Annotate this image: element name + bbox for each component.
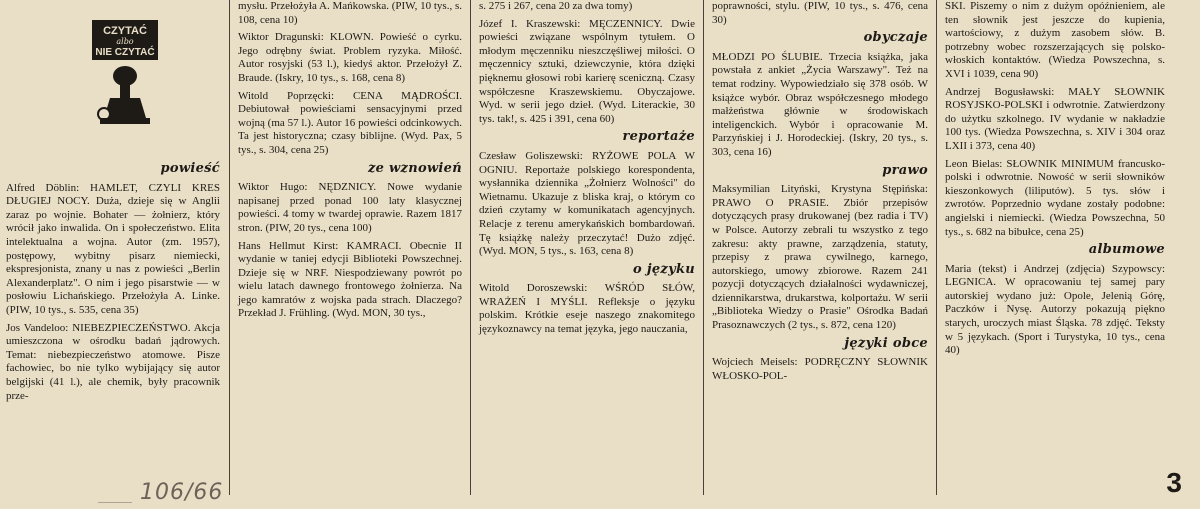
svg-text:CZYTAĆ: CZYTAĆ — [103, 25, 147, 37]
section-heading: reportaże — [622, 129, 695, 145]
column-rule — [936, 0, 937, 495]
section-heading: powieść — [160, 161, 220, 176]
stamp-mark — [98, 486, 132, 503]
book-entry: Maria (tekst) i Andrzej (zdjęcia) Szypowscy: LEGNICA. W opracowaniu tej samej pary autorskiej wydano już: Opole, Jelenią Górę, Paczków i Nysę. Autorzy pokazują piękno starych, uroczych miast Śląska. 78 zdjęć. Teksty w 5 językach. (Sport i Turystyka, 10 tys., cena 40) — [945, 262, 1165, 357]
book-entry: s. 275 i 267, cena 20 za dwa tomy) — [479, 0, 633, 12]
column-rule — [470, 0, 471, 495]
book-entry: Witold Doroszewski: WŚRÓD SŁÓW, WRAŻEŃ I MYŚLI. Refleksje o języku polskim. Krótkie eseje naszego znakomitego językoznawcy na temat języka, jego nauczania, — [479, 282, 695, 336]
handwritten-note: 106/66 — [140, 480, 224, 505]
section-heading: języki obce — [844, 335, 928, 351]
column-3 — [473, 0, 701, 500]
book-entry: MŁODZI PO ŚLUBIE. Trzecia książka, jaka powstała z ankiet „Życia Warszawy". Też na temat rodziny. Wypowiedziało się 378 osób. W książce wybór. Obraz współczesnego młodego małżeństwa głównie w środowiskach inteligenckich. Wybór i opracowanie M. Parzyńskiej i J. Horodeckiej. (Iskry, 20 tys., s. 303, cena 16) — [712, 50, 928, 158]
section-heading: prawo — [882, 162, 928, 178]
book-entry: Jos Vandeloo: NIEBEZPIECZEŃSTWO. Akcja umieszczona w ośrodku badań jądrowych. Temat: niebezpieczeństwo atomowe. Pisze fachowiec, bo nie tylko wybijający się autor belgijski (41 l.), ale chemik, były pracownik prze- — [6, 321, 220, 402]
book-entry: Witold Poprzęcki: CENA MĄDROŚCI. Debiutował powieściami sensacyjnymi przed wojną (ma 57 l.). Autor 16 powieści odcinkowych. Ta jest historyczna; czasy biblijne. (Wyd. Pax, 5 tys., s. 304, cena 25) — [238, 89, 462, 156]
book-entry: Czesław Goliszewski: RYŻOWE POLA W OGNIU. Reportaże polskiego korespondenta, wysłannika dziennika „Żołnierz Wolności" do Wietnamu. Ukazuje z bliska kraj, o którym co dzień czytamy w komunikatach agencyjnych. Relacje z terenu amerykańskich bombardowań. Tę książkę należy przeczytać! Dużo zdjęć. (Wyd. MON, 5 tys., s. 163, cena 8) — [479, 149, 695, 258]
svg-text:NIE CZYTAĆ: NIE CZYTAĆ — [95, 47, 155, 58]
book-entry: Hans Hellmut Kirst: KAMRACI. Obecnie II wydanie w taniej edycji Biblioteki Powszechnej. Dzieje się w NRF. Niespodziewany powrót po wielu latach dawnego frontowego żołnierza. Na jego kamratów z wojska pada strach. Dlaczego? Przekład J. Frühling. (Wyd. MON, 30 tys., — [238, 239, 462, 320]
section-heading: ze wznowień — [367, 160, 462, 176]
bust-sculpture-icon — [90, 18, 160, 128]
book-entry: Andrzej Bogusławski: MAŁY SŁOWNIK ROSYJSKO-POLSKI i odwrotnie. Zatwierdzony do użytku szkolnego. IV wydanie w nakładzie 100 tys. (Wiedza Powszechna, s. XIV i 304 oraz LXII i 373, cena 40) — [945, 85, 1165, 152]
section-heading: o języku — [633, 261, 695, 277]
book-entry: mysłu. Przełożyła A. Mańkowska. (PIW, 10 tys., s. 108, cena 10) — [238, 0, 462, 26]
book-entry: Wiktor Hugo: NĘDZNICY. Nowe wydanie napisanej przed ponad 100 laty klasycznej powieści. 4 tomy w twardej oprawie. Razem 1817 stron. (PIW, 20 tys., cena 100) — [238, 181, 462, 234]
book-entry: SKI. Piszemy o nim z dużym opóźnieniem, ale ten słownik jest jeszcze do kupienia, wartościowy, z dużym zasobem słów. B. potrzebny wobec rozszerzających się polsko-włoskich kontaktów. (Wiedza Powszechna, s. XVI i 1039, cena 90) — [945, 0, 1165, 80]
book-entry: poprawności, stylu. (PIW, 10 tys., s. 476, cena 30) — [712, 0, 928, 26]
book-entry: Wiktor Dragunski: KLOWN. Powieść o cyrku. Jego odrębny świat. Problem ryzyka. Miłość. Autor rosyjski (53 l.), kiedyś aktor. Przełożył Z. Braude. (Iskry, 10 tys., s. 168, cena 8) — [238, 31, 462, 84]
book-entry: Leon Bielas: SŁOWNIK MINIMUM francusko-polski i odwrotnie. Nowość w serii słowników kieszonkowych (liliputów). 5 tys. słów i zwrotów. Poprzednio wydane zostały podobne: angielski i niemiecki. (Wiedza Powszechna, 50 tys., s. 682 na bibułce, cena 25) — [945, 157, 1165, 238]
book-entry: Józef I. Kraszewski: MĘCZENNICY. Dwie powieści związane wspólnym tytułem. O młodym męczenniku nieszczęśliwej miłości. O męczennicy sztuki, dziewczynie, która dzięki pięknemu głosowi robi karierę sceniczną. Czasy współczesne Kraszewskiemu. Obyczajowe. Wyd. w serii jego dzieł. (Wyd. Literackie, 30 tys. tak!, s. 425 i 391, cena 60) — [479, 17, 695, 125]
section-heading: albumowe — [1088, 242, 1165, 258]
column-5 — [939, 0, 1171, 500]
column-1 — [0, 0, 226, 500]
book-entry: Alfred Döblin: HAMLET, CZYLI KRES DŁUGIEJ NOCY. Duża, dzieje się w Anglii zaraz po wojnie. Bohater — żołnierz, który wrócił jako inwalida. On i społeczeństwo. Elita intelektualna a wojna. Autor (zm. 1957), postępowy, wybitny pisarz niemiecki, ekspresjonista, znany u nas z powieści „Berlin Alexanderplatz". O nim i jego pisarstwie — w posłowiu Lichańskiego. Przełożyła A. Linke. (PIW, 10 tys., s. 535, cena 35) — [6, 181, 220, 316]
book-entry: Maksymilian Lityński, Krystyna Stępińska: PRAWO O PRASIE. Zbiór przepisów dotyczących prasy drukowanej (bez radia i TV) w Polsce. Autorzy zebrali tu wszystko z tego zakresu: akty prawne, zarządzenia, statuty, przepisy z prawa cywilnego, karnego, autorskiego, umowy zbiorowe. Razem 241 pozycji dotyczących działalności wydawniczej, dziennikarstwa, drukarstwa, kolportażu. W serii „Biblioteka Wiedzy o Prasie" Ośrodka Badań Prasoznawczych (2 tys., s. 872, cena 120) — [712, 183, 928, 332]
section-heading: obyczaje — [863, 30, 928, 46]
column-rule — [703, 0, 704, 495]
logo-area — [6, 0, 220, 158]
svg-text:albo: albo — [116, 37, 134, 46]
column-2 — [232, 0, 468, 500]
book-entry: Wojciech Meisels: PODRĘCZNY SŁOWNIK WŁOSKO-POL- — [712, 356, 928, 382]
page-number: 3 — [1166, 467, 1182, 498]
column-4 — [706, 0, 934, 500]
column-rule — [229, 0, 230, 495]
